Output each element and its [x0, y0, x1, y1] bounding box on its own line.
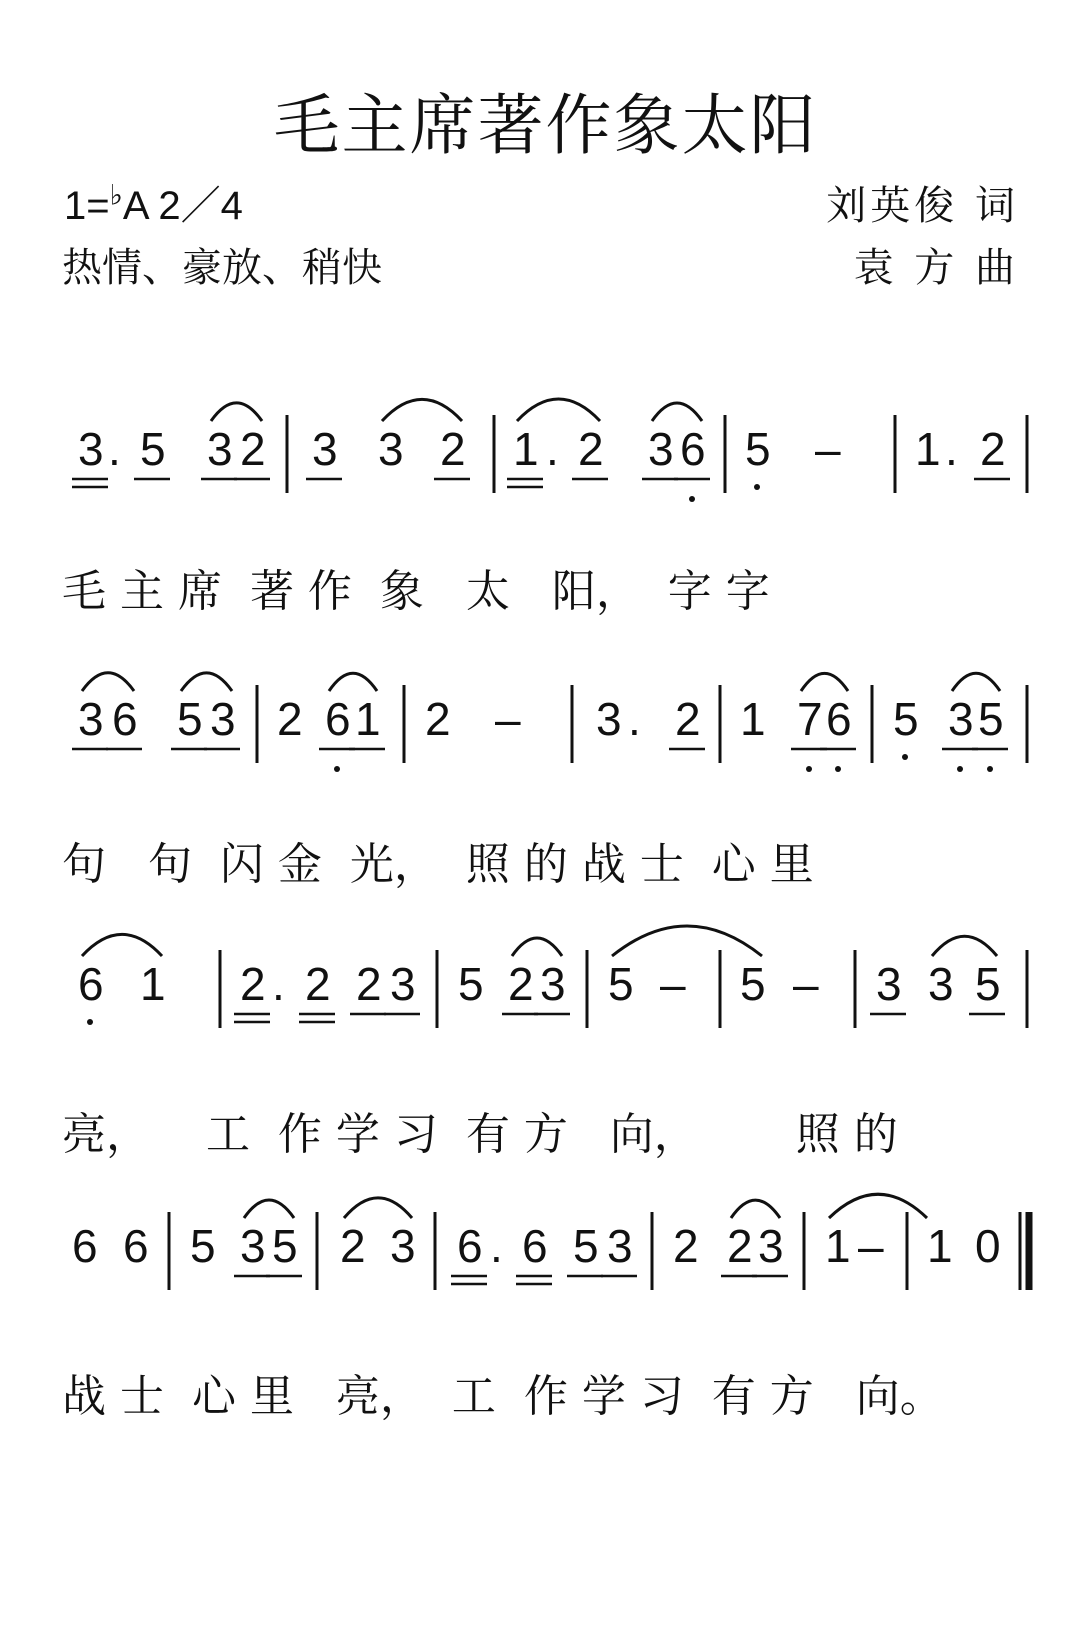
- composer-credit: 袁 方 曲: [853, 245, 1019, 291]
- tempo-marking: 热情、豪放、稍快: [62, 245, 382, 291]
- slur: [652, 403, 702, 421]
- dot-duration: .: [490, 1220, 503, 1272]
- dot-duration: .: [272, 958, 285, 1010]
- slur: [82, 934, 162, 956]
- note: 1: [740, 693, 766, 745]
- slur: [612, 926, 762, 956]
- note: 5: [975, 958, 1001, 1010]
- note: 6: [826, 693, 852, 745]
- note: 3: [207, 423, 233, 475]
- slur: [244, 1200, 294, 1218]
- note: 7: [797, 693, 823, 745]
- lyric-line-2: 句 句 闪 金 光， 照 的 战 士 心 里: [62, 839, 814, 890]
- note: 2: [340, 1220, 366, 1272]
- key-prefix: 1=: [64, 184, 110, 228]
- note: 5: [740, 958, 766, 1010]
- octave-dot: [902, 754, 908, 760]
- octave-dot: [957, 766, 963, 772]
- note: 1: [825, 1220, 851, 1272]
- note: 1: [915, 423, 941, 475]
- note: 3: [312, 423, 338, 475]
- note: 1: [140, 958, 166, 1010]
- dot-duration: .: [628, 693, 641, 745]
- note: 5: [140, 423, 166, 475]
- note: 2: [440, 423, 466, 475]
- note: 2: [240, 958, 266, 1010]
- octave-dot: [987, 766, 993, 772]
- octave-dot: [835, 766, 841, 772]
- note: 0: [975, 1220, 1001, 1272]
- lyric-line-3: 亮， 工 作 学 习 有 方 向， 照 的: [62, 1109, 898, 1160]
- note: 6: [457, 1220, 483, 1272]
- note: 2: [356, 958, 382, 1010]
- slur: [829, 1194, 927, 1218]
- dash-duration: –: [495, 693, 521, 745]
- note: 3: [648, 423, 674, 475]
- lyricist-credit: 刘英俊 词: [826, 183, 1019, 229]
- note: 2: [425, 693, 451, 745]
- note: 2: [675, 693, 701, 745]
- note: 5: [893, 693, 919, 745]
- note: 2: [277, 693, 303, 745]
- note: 1: [355, 693, 381, 745]
- note: 6: [112, 693, 138, 745]
- note: 1: [513, 423, 539, 475]
- octave-dot: [87, 1019, 93, 1025]
- note: 5: [177, 693, 203, 745]
- note: 1: [927, 1220, 953, 1272]
- note: 3: [240, 1220, 266, 1272]
- note: 2: [578, 423, 604, 475]
- slur: [211, 403, 262, 421]
- note: 3: [928, 958, 954, 1010]
- dash-duration: –: [793, 958, 819, 1010]
- dot-duration: .: [945, 423, 958, 475]
- dot-duration: .: [108, 423, 121, 475]
- note: 6: [78, 958, 104, 1010]
- slur: [181, 673, 232, 691]
- song-title: 毛主席著作象太阳: [273, 87, 818, 164]
- note: 3: [948, 693, 974, 745]
- slur: [382, 399, 462, 421]
- dot-duration: .: [546, 423, 559, 475]
- note: 5: [190, 1220, 216, 1272]
- note: 5: [573, 1220, 599, 1272]
- note: 3: [78, 423, 104, 475]
- note: 3: [210, 693, 236, 745]
- note: 3: [540, 958, 566, 1010]
- slur: [517, 399, 600, 421]
- note: 5: [978, 693, 1004, 745]
- dash-duration: –: [660, 958, 686, 1010]
- key-suffix: A 2／4: [122, 184, 243, 228]
- lyric-line-4: 战 士 心 里 亮， 工 作 学 习 有 方 向。: [62, 1371, 944, 1422]
- dash-duration: –: [858, 1220, 884, 1272]
- note: 2: [727, 1220, 753, 1272]
- note: 3: [876, 958, 902, 1010]
- note: 6: [72, 1220, 98, 1272]
- octave-dot: [689, 496, 695, 502]
- note: 2: [508, 958, 534, 1010]
- octave-dot: [754, 484, 760, 490]
- octave-dot: [806, 766, 812, 772]
- slur: [344, 1198, 412, 1218]
- slur: [731, 1200, 780, 1218]
- flat-sign: ♭: [109, 179, 123, 211]
- note: 5: [608, 958, 634, 1010]
- note: 3: [390, 958, 416, 1010]
- dash-duration: –: [815, 423, 841, 475]
- slur: [952, 673, 1000, 691]
- note: 5: [745, 423, 771, 475]
- note: 6: [522, 1220, 548, 1272]
- note: 2: [305, 958, 331, 1010]
- note: 2: [673, 1220, 699, 1272]
- note: 5: [272, 1220, 298, 1272]
- slur: [932, 936, 997, 956]
- slur: [801, 673, 848, 691]
- slur: [512, 938, 562, 956]
- note: 3: [378, 423, 404, 475]
- slur: [329, 673, 377, 691]
- note: 6: [123, 1220, 149, 1272]
- slur: [82, 673, 134, 691]
- note: 2: [980, 423, 1006, 475]
- note: 6: [680, 423, 706, 475]
- note: 3: [607, 1220, 633, 1272]
- note: 3: [390, 1220, 416, 1272]
- note: 2: [240, 423, 266, 475]
- note: 6: [325, 693, 351, 745]
- note: 3: [758, 1220, 784, 1272]
- note: 5: [458, 958, 484, 1010]
- note: 3: [78, 693, 104, 745]
- note: 3: [596, 693, 622, 745]
- octave-dot: [334, 766, 340, 772]
- lyric-line-1: 毛 主 席 著 作 象 太 阳， 字 字: [62, 566, 770, 617]
